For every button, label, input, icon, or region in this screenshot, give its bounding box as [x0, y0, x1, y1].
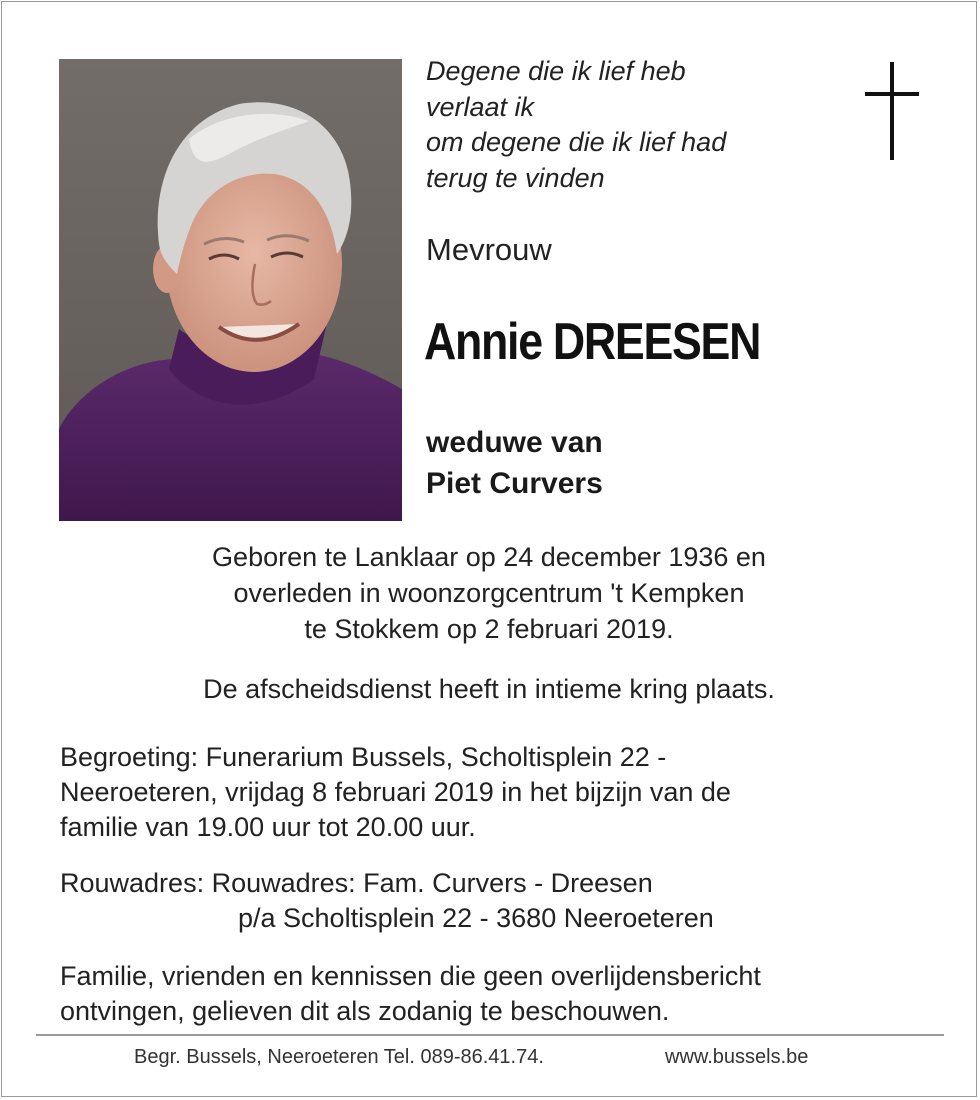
text-line: Neeroeteren, vrijdag 8 februari 2019 in het bijzijn van de [60, 777, 731, 807]
salutation: Mevrouw [426, 232, 552, 267]
mourning-address [60, 866, 714, 936]
text-line: Geboren te Lanklaar op 24 december 1936 en [212, 542, 766, 572]
service-notice [60, 671, 918, 707]
deceased-name: Annie DREESEN [424, 313, 761, 371]
cross-icon [862, 62, 922, 160]
greeting-details [60, 740, 731, 845]
poem-line: verlaat ik [426, 91, 535, 122]
footer-divider [36, 1034, 944, 1036]
spouse-name: Piet Curvers [426, 467, 603, 500]
text-line: De afscheidsdienst heeft in intieme kring plaats. [203, 674, 775, 704]
text-line: familie van 19.00 uur tot 20.00 uur. [60, 812, 476, 842]
family-notice [60, 959, 761, 1029]
text-line: te Stokkem op 2 februari 2019. [304, 614, 674, 644]
poem [426, 54, 726, 196]
text-line: Begroeting: Funerarium Bussels, Scholtisplein 22 - [60, 742, 667, 772]
widow-label: weduwe van [426, 426, 603, 459]
poem-line: terug te vinden [426, 162, 605, 193]
widow-of [426, 422, 603, 504]
poem-line: om degene die ik lief had [426, 127, 727, 157]
text-line: ontvingen, gelieven dit als zodanig te beschouwen. [60, 996, 670, 1026]
portrait-photo [59, 59, 402, 521]
text-line: overleden in woonzorgcentrum 't Kempken [233, 578, 745, 608]
website-link[interactable]: www.bussels.be [665, 1046, 809, 1068]
text-line: Familie, vrienden en kennissen die geen overlijdensbericht [60, 961, 761, 991]
birth-death-details [60, 539, 918, 647]
text-line: Rouwadres: Rouwadres: Fam. Curvers - Dreesen [60, 868, 653, 898]
poem-line: Degene die ik lief heb [426, 56, 686, 86]
funeral-home-contact: Begr. Bussels, Neeroeteren Tel. 089-86.41.74. [134, 1046, 544, 1068]
text-line: p/a Scholtisplein 22 - 3680 Neeroeteren [238, 903, 714, 933]
